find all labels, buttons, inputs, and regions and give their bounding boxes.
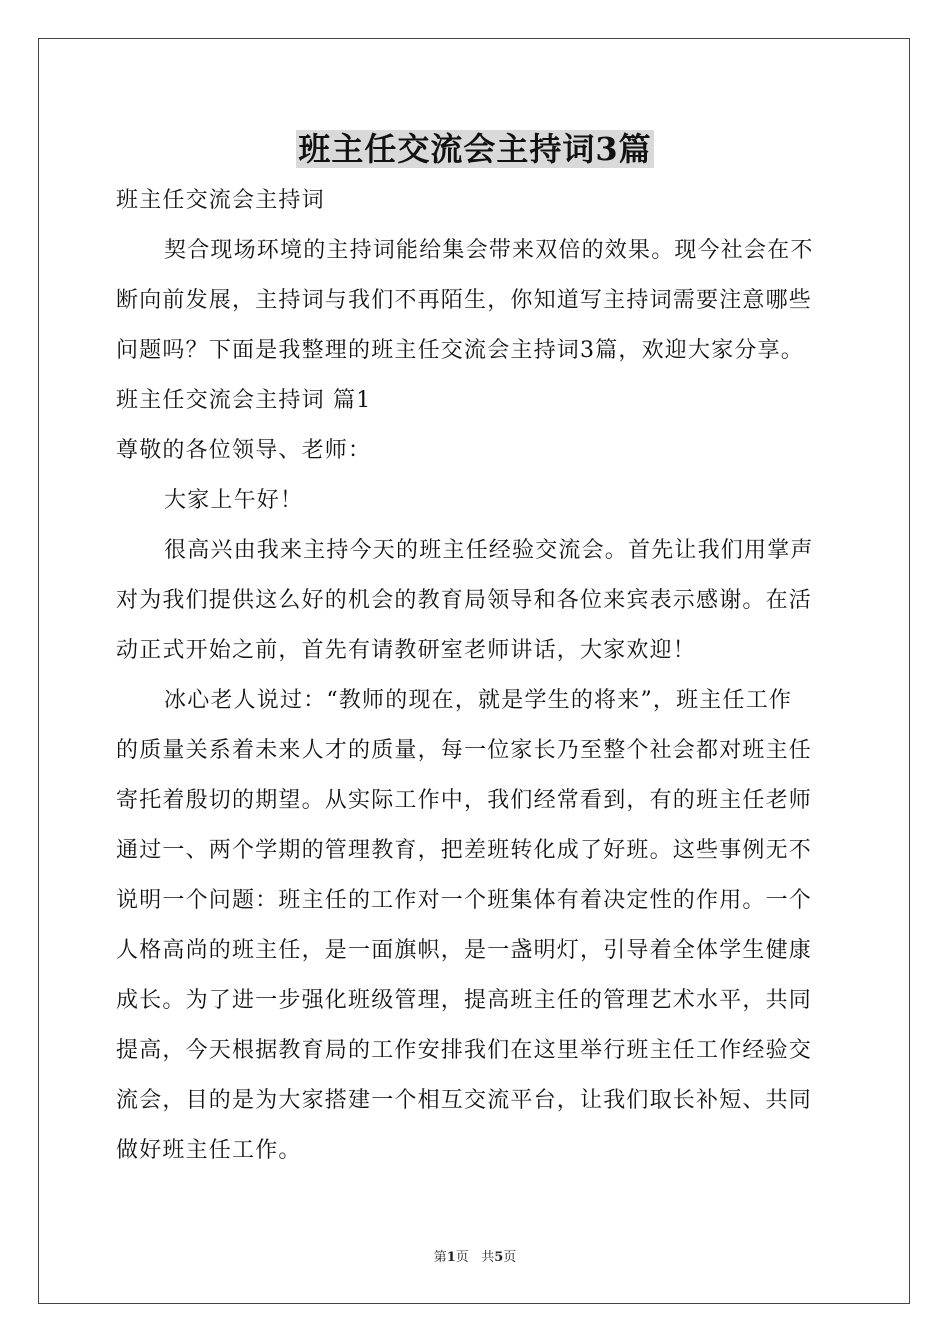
text-line: 提高，今天根据教育局的工作安排我们在这里举行班主任工作经验交 bbox=[116, 1038, 813, 1063]
footer-total-prefix: 共 bbox=[481, 1250, 495, 1265]
text-line: 人格高尚的班主任，是一面旗帜，是一盏明灯，引导着全体学生健康 bbox=[116, 938, 813, 963]
document-title-text: 班主任交流会主持词3篇 bbox=[298, 130, 652, 168]
text-line: 尊敬的各位领导、老师： bbox=[116, 438, 372, 463]
text-line: 班主任交流会主持词 bbox=[116, 188, 325, 213]
text-line: 流会，目的是为大家搭建一个相互交流平台，让我们取长补短、共同 bbox=[116, 1088, 813, 1113]
text-line: 大家上午好！ bbox=[164, 488, 304, 513]
footer-total-suffix: 页 bbox=[503, 1250, 517, 1265]
document-title bbox=[0, 126, 950, 172]
document-body bbox=[116, 176, 832, 1176]
text-line: 成长。为了进一步强化班级管理，提高班主任的管理艺术水平，共同 bbox=[116, 988, 813, 1013]
text-line: 通过一、两个学期的管理教育，把差班转化成了好班。这些事例无不 bbox=[116, 838, 813, 863]
text-line: 问题吗？下面是我整理的班主任交流会主持词3篇，欢迎大家分享。 bbox=[116, 338, 804, 363]
footer-total-pages: 5 bbox=[494, 1250, 504, 1265]
text-line: 动正式开始之前，首先有请教研室老师讲话，大家欢迎！ bbox=[116, 638, 697, 663]
text-line: 班主任交流会主持词 篇1 bbox=[116, 388, 372, 413]
text-line: 冰心老人说过：“教师的现在，就是学生的将来”，班主任工作 bbox=[164, 688, 793, 713]
footer-page-number: 1 bbox=[446, 1250, 456, 1265]
text-line: 说明一个问题：班主任的工作对一个班集体有着决定性的作用。一个 bbox=[116, 888, 813, 913]
text-line: 契合现场环境的主持词能给集会带来双倍的效果。现今社会在不 bbox=[164, 238, 814, 263]
footer-page-suffix: 页 bbox=[455, 1250, 469, 1265]
footer-page-prefix: 第 bbox=[433, 1250, 447, 1265]
text-line: 对为我们提供这么好的机会的教育局领导和各位来宾表示感谢。在活 bbox=[116, 588, 813, 613]
text-line: 寄托着殷切的期望。从实际工作中，我们经常看到，有的班主任老师 bbox=[116, 788, 813, 813]
text-line: 断向前发展，主持词与我们不再陌生，你知道写主持词需要注意哪些 bbox=[116, 288, 813, 313]
text-line: 做好班主任工作。 bbox=[116, 1138, 302, 1163]
page-footer bbox=[0, 1248, 950, 1268]
text-line: 很高兴由我来主持今天的班主任经验交流会。首先让我们用掌声 bbox=[164, 538, 814, 563]
text-line: 的质量关系着未来人才的质量，每一位家长乃至整个社会都对班主任 bbox=[116, 738, 813, 763]
